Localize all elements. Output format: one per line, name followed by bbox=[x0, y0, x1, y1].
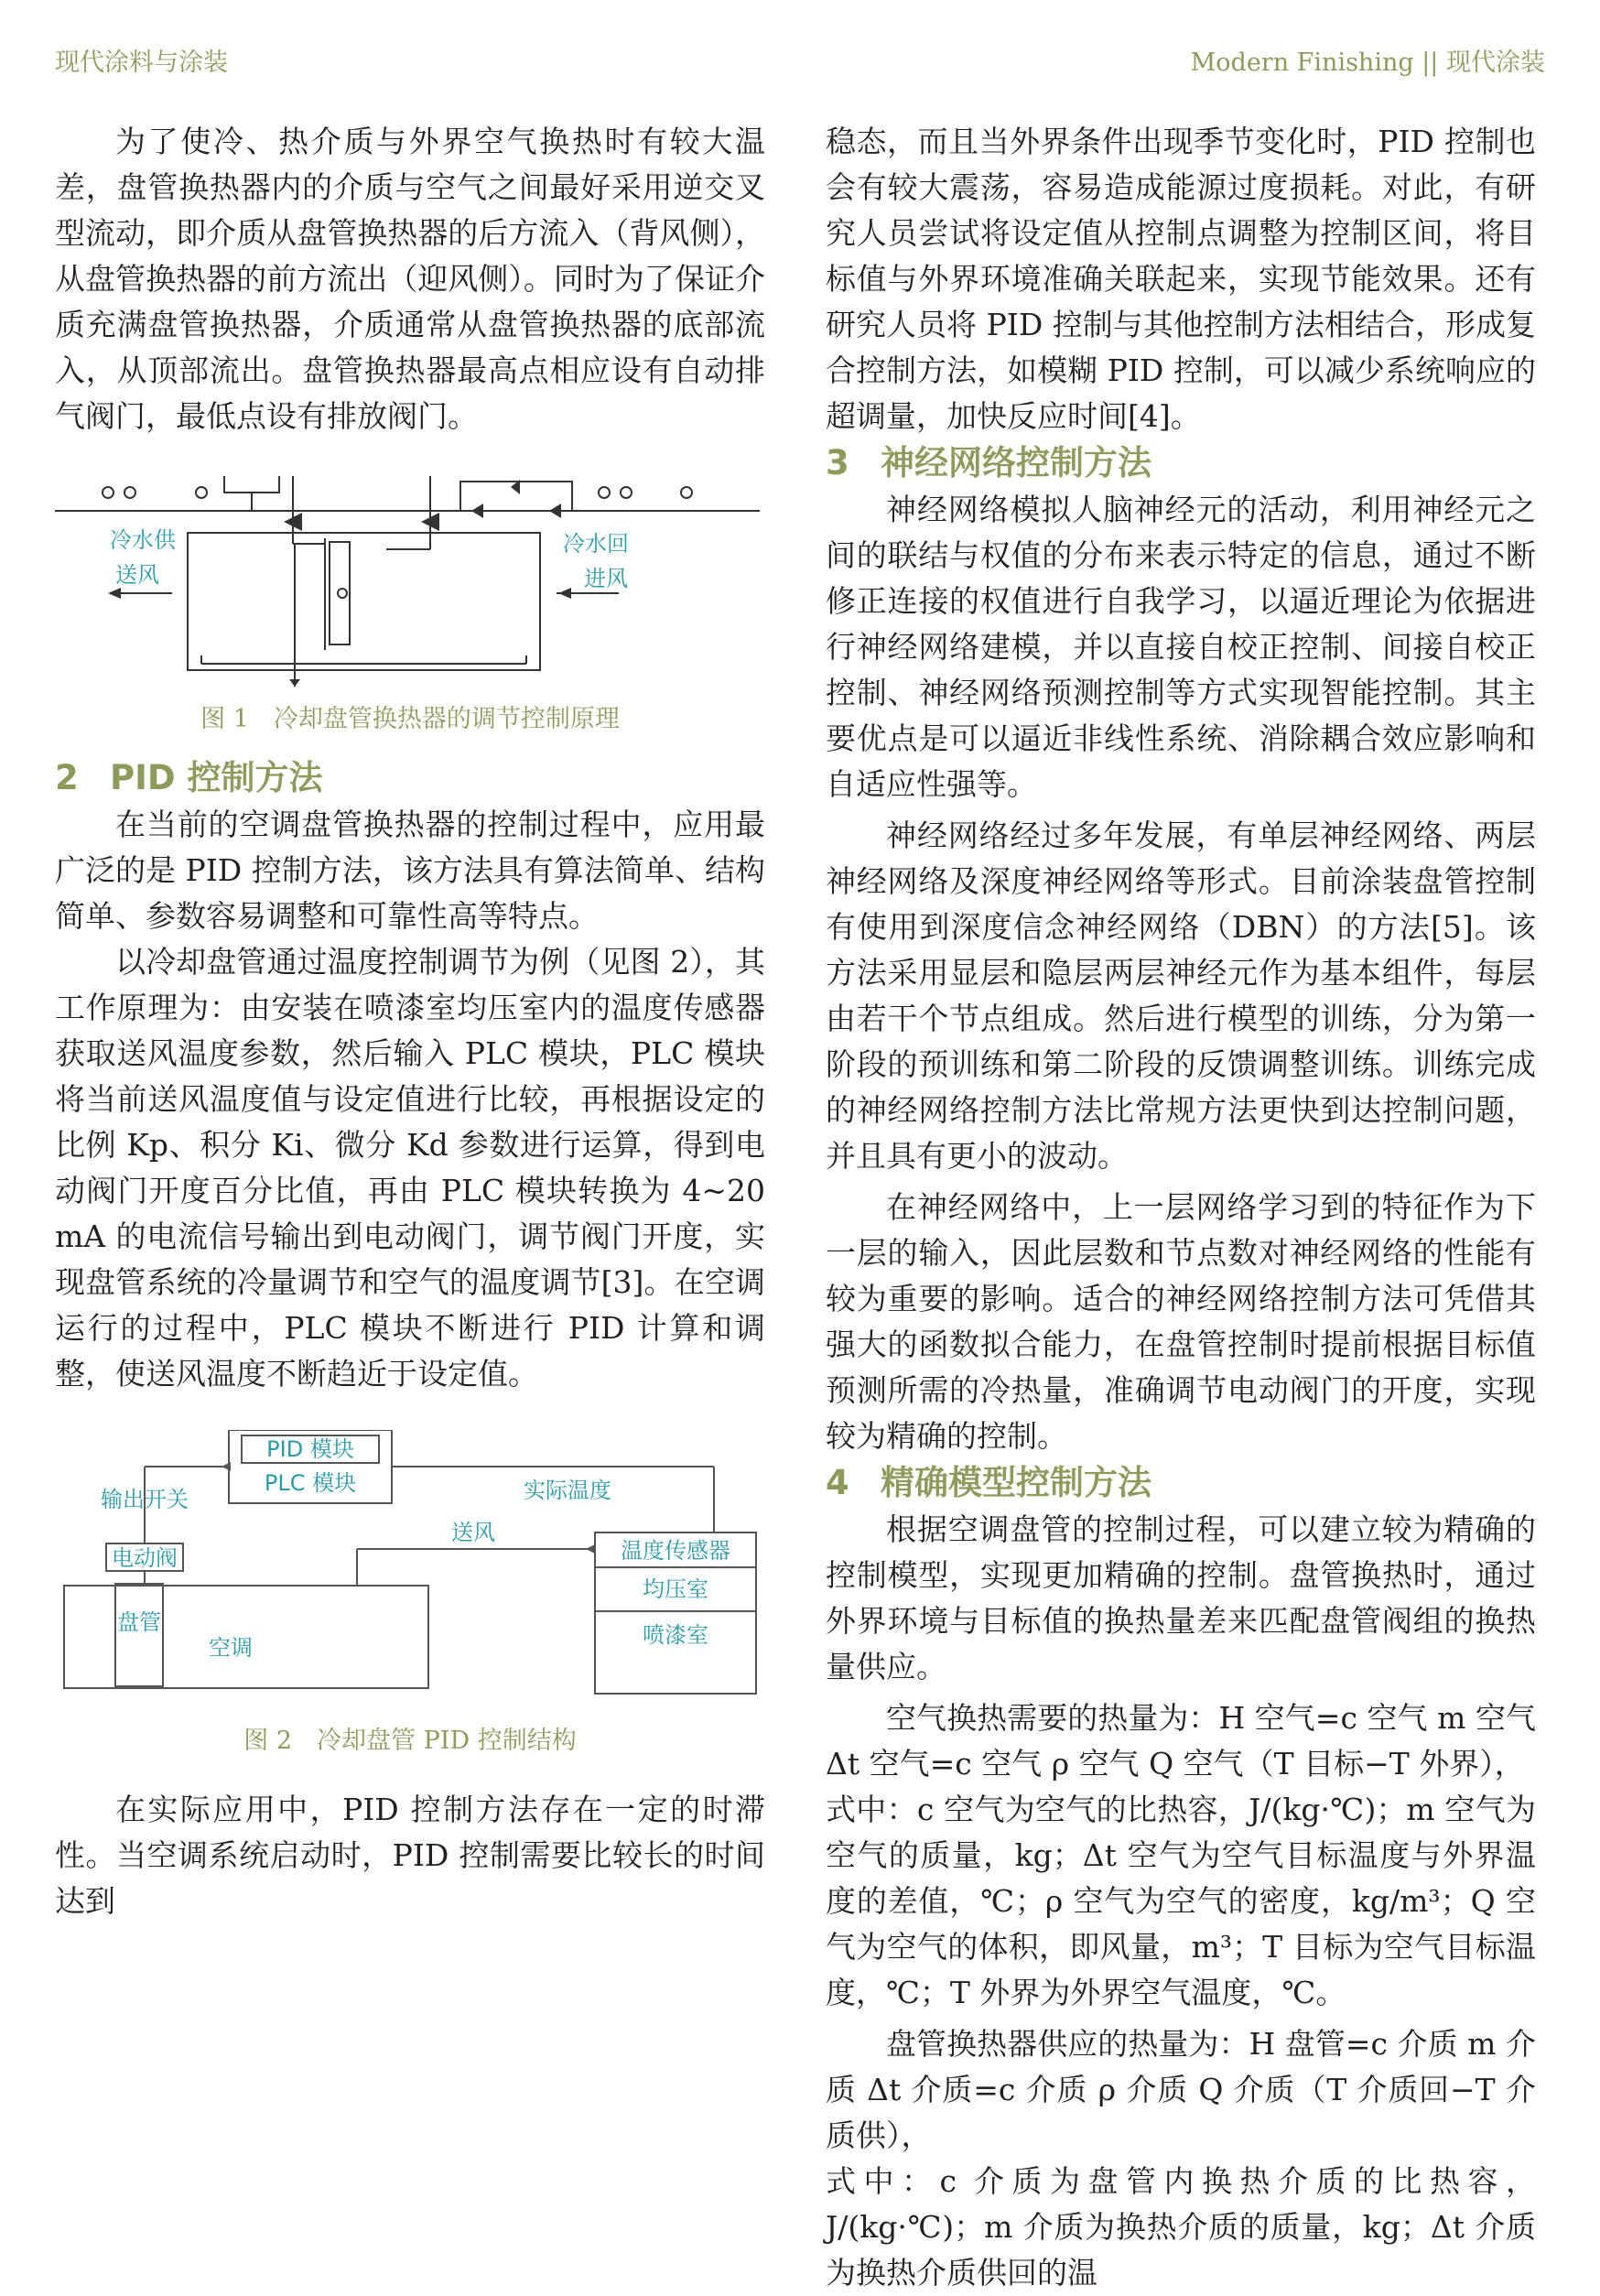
paragraph-nn-layers: 在神经网络中，上一层网络学习到的特征作为下一层的输入，因此层数和节点数对神经网络的性能有较为重要的影响。适合的神经网络控制方法可凭借其强大的函数拟合能力，在盘管控制时提前根据目标值预测所需的冷热量，准确调节电动阀门的开度，实现较为精确的控制。 bbox=[826, 1189, 1536, 1454]
fig2-supply-air-label: 送风 bbox=[451, 1520, 495, 1545]
figure-2 bbox=[55, 1430, 765, 1760]
gauge-icon bbox=[681, 487, 692, 498]
section-3-number: 3 bbox=[826, 443, 849, 482]
paragraph-pid-example: 以冷却盘管通过温度控制调节为例（见图 2），其工作原理为：由安装在喷漆室均压室内的温度传感器获取送风温度参数，然后输入 PLC 模块，PLC 模块将当前送风温度值与设定值进行比较，再根据设定的比例 Kp、积分 Ki、微分 Kd 参数进行运算，得到电动阀门开度百分比值，再由 PLC 模块转换为 4~20 mA 的电流信号输出到电动阀门，调节阀门开度，实现盘管系统的冷量调节和空气的温度调节[3]。在空调运行的过程中，PLC 模块不断进行 PID 计算和调整，使送风温度不断趋近于设定值。 bbox=[55, 944, 765, 1392]
section-2-heading bbox=[55, 754, 765, 802]
fig1-cold-supply-label: 冷水供 bbox=[110, 527, 176, 553]
fig2-actual-temp-label: 实际温度 bbox=[524, 1478, 611, 1503]
fig2-pid-label: PID 模块 bbox=[266, 1436, 354, 1462]
paragraph-coil-variables: 式中：c 介质为盘管内换热介质的比热容，J/(kg·℃)；m 介质为换热介质的质量，kg；Δt 介质为换热介质供回的温 bbox=[826, 2163, 1536, 2291]
valve-icon bbox=[549, 504, 561, 518]
figure-1-diagram bbox=[55, 476, 765, 687]
figure-1 bbox=[55, 476, 765, 738]
supply-air-arrow-icon bbox=[108, 588, 121, 599]
gauge-icon bbox=[621, 487, 632, 498]
drain-valve-icon bbox=[289, 679, 300, 687]
fig2-plenum-label: 均压室 bbox=[643, 1576, 708, 1602]
section-3-heading bbox=[826, 439, 1536, 487]
figure-2-caption: 图 2 冷却盘管 PID 控制结构 bbox=[243, 1727, 577, 1755]
arrow-icon bbox=[586, 1544, 595, 1554]
fig1-cold-return-label: 冷水回 bbox=[563, 531, 629, 557]
gauge-icon bbox=[103, 487, 114, 498]
fig2-output-switch-label: 输出开关 bbox=[101, 1487, 189, 1512]
gauge-icon bbox=[599, 487, 610, 498]
fig2-booth-label: 喷漆室 bbox=[643, 1622, 708, 1648]
paragraph-nn-intro: 神经网络模拟人脑神经元的活动，利用神经元之间的联结与权值的分布来表示特定的信息，通过不断修正连接的权值进行自我学习，以逼近理论为依据进行神经网络建模，并以直接自校正控制、间接自校正控制、神经网络预测控制等方式实现智能控制。其主要优点是可以逼近非线性系统、消除耦合效应影响和自适应性强等。 bbox=[826, 492, 1536, 802]
valve-icon bbox=[471, 504, 483, 518]
section-4-title: 精确模型控制方法 bbox=[881, 1463, 1151, 1502]
section-3-title: 神经网络控制方法 bbox=[881, 443, 1151, 482]
fig1-inlet-air-label: 进风 bbox=[584, 566, 628, 591]
paragraph-pid-oscillation: 稳态，而且当外界条件出现季节变化时，PID 控制也会有较大震荡，容易造成能源过度损耗。对此，有研究人员尝试将设定值从控制点调整为控制区间，将目标值与外界环境准确关联起来，实现节能效果。还有研究人员将 PID 控制与其他控制方法相结合，形成复合控制方法，如模糊 PID 控制，可以减少系统响应的超调量，加快反应时间[4]。 bbox=[826, 124, 1537, 434]
right-column bbox=[826, 119, 1536, 2296]
figure-1-caption: 图 1 冷却盘管换热器的调节控制原理 bbox=[200, 705, 620, 733]
fig2-ac-label: 空调 bbox=[209, 1635, 253, 1661]
paragraph-pid-intro: 在当前的空调盘管换热器的控制过程中，应用最广泛的是 PID 控制方法，该方法具有算法简单、结构简单、参数容易调整和可靠性高等特点。 bbox=[55, 807, 765, 934]
left-column bbox=[55, 119, 765, 1924]
gauge-icon bbox=[124, 487, 135, 498]
figure-2-diagram bbox=[55, 1430, 765, 1695]
gauge-icon bbox=[196, 487, 207, 498]
paragraph-pid-lag: 在实际应用中，PID 控制方法存在一定的时滞性。当空调系统启动时，PID 控制需要比较长的时间达到 bbox=[55, 1792, 765, 1919]
fig1-supply-air-label: 送风 bbox=[115, 562, 159, 588]
arrow-icon bbox=[222, 1462, 231, 1471]
paragraph-coil-flow: 为了使冷、热介质与外界空气换热时有较大温差，盘管换热器内的介质与空气之间最好采用逆交叉型流动，即介质从盘管换热器的后方流入（背风侧），从盘管换热器的前方流出（迎风侧）。同时为了保证介质充满盘管换热器，介质通常从盘管换热器的底部流入，从顶部流出。盘管换热器最高点相应设有自动排气阀门，最低点设有排放阀门。 bbox=[55, 124, 765, 434]
equation-air-heat: 空气换热需要的热量为：H 空气=c 空气 m 空气 Δt 空气=c 空气 ρ 空气 Q 空气（T 目标−T 外界）， bbox=[826, 1700, 1536, 1782]
fig2-coil-label: 盘管 bbox=[117, 1609, 161, 1635]
equation-coil-heat: 盘管换热器供应的热量为：H 盘管=c 介质 m 介质 Δt 介质=c 介质 ρ 介质 Q 介质（T 介质回−T 介质供）， bbox=[826, 2026, 1536, 2153]
inlet-air-arrow-icon bbox=[558, 588, 571, 599]
journal-header-left: 现代涂料与涂装 bbox=[55, 49, 228, 77]
fig2-temp-sensor-label: 温度传感器 bbox=[621, 1538, 730, 1564]
fig2-valve-label: 电动阀 bbox=[112, 1545, 178, 1571]
journal-header-right: Modern Finishing || 现代涂装 bbox=[1190, 49, 1545, 77]
section-4-heading bbox=[826, 1459, 1536, 1507]
paragraph-nn-dbn: 神经网络经过多年发展，有单层神经网络、两层神经网络及深度神经网络等形式。目前涂装盘管控制有使用到深度信念神经网络（DBN）的方法[5]。该方法采用显层和隐层两层神经元作为基本组件，每层由若干个节点组成。然后进行模型的训练，分为第一阶段的预训练和第二阶段的反馈调整训练。训练完成的神经网络控制方法比常规方法更快到达控制问题，并且具有更小的波动。 bbox=[826, 818, 1536, 1174]
paragraph-model-intro: 根据空调盘管的控制过程，可以建立较为精确的控制模型，实现更加精确的控制。盘管换热时，通过外界环境与目标值的换热量差来匹配盘管阀组的换热量供应。 bbox=[826, 1511, 1536, 1684]
fig2-plc-label: PLC 模块 bbox=[264, 1470, 357, 1496]
section-2-number: 2 bbox=[55, 758, 79, 797]
sensor-icon bbox=[338, 589, 347, 598]
section-2-title: PID 控制方法 bbox=[110, 758, 323, 797]
section-4-number: 4 bbox=[826, 1463, 849, 1502]
paragraph-air-variables: 式中：c 空气为空气的比热容，J/(kg·℃)；m 空气为空气的质量，kg；Δt 空气为空气目标温度与外界温度的差值，℃；ρ 空气为空气的密度，kg/m³；Q 空气为空气的体积，即风量，m³；T 目标为空气目标温度，℃；T 外界为外界空气温度，℃。 bbox=[826, 1792, 1536, 2010]
